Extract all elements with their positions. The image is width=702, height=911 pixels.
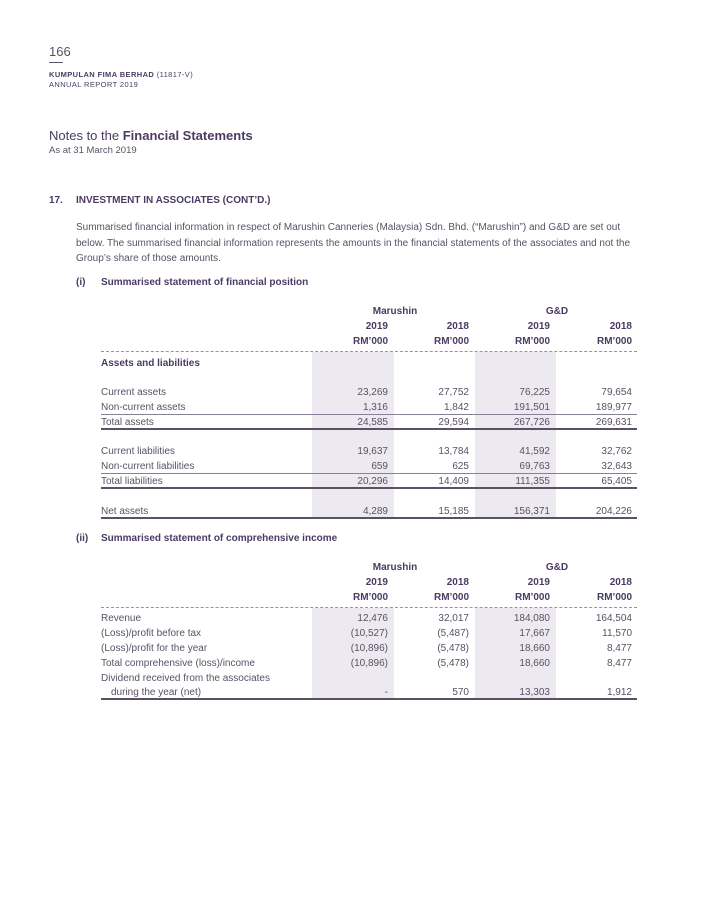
table-cell: 204,226 [595,506,632,517]
table-row-label: Revenue [101,613,142,624]
company-registration: (11817-V) [156,70,194,79]
shaded-column [312,352,394,519]
column-unit: RM’000 [514,336,550,347]
table-row-label: Current assets [101,387,167,398]
table-cell: (5,478) [437,643,469,654]
table-cell: 27,752 [438,387,469,398]
table-cell: 24,585 [357,417,388,428]
table-cell: (10,527) [350,628,388,639]
table-cell: 13,303 [519,687,550,698]
column-unit: RM’000 [433,592,469,603]
table-row-label: Total comprehensive (loss)/income [101,658,255,669]
table-cell: 32,762 [601,446,632,457]
table-cell: 111,355 [515,476,550,487]
table-cell: 12,476 [357,613,388,624]
column-year: 2019 [527,577,550,588]
header-divider [101,351,637,352]
column-year: 2018 [609,321,632,332]
total-rule [101,517,637,519]
table-cell: 17,667 [519,628,550,639]
page-subtitle-date: As at 31 March 2019 [49,145,137,156]
column-year: 2018 [446,321,469,332]
column-year: 2019 [365,321,388,332]
table-cell: 32,017 [438,613,469,624]
table-cell: 8,477 [606,643,632,654]
table-cell: 570 [452,687,469,698]
page-number: 166 [49,44,71,59]
table-cell: 1,912 [606,687,632,698]
table-cell: 11,570 [602,628,632,639]
table-cell: 15,185 [438,506,469,517]
header-divider [101,607,637,608]
column-unit: RM’000 [514,592,550,603]
table-cell: 65,405 [601,476,632,487]
table-row-label: Non-current liabilities [101,461,195,472]
table-cell: 41,592 [519,446,550,457]
column-year: 2018 [446,577,469,588]
column-year: 2019 [365,577,388,588]
table-cell: 191,501 [513,402,550,413]
column-group-marushin: Marushin [372,562,418,573]
table-cell: 79,654 [601,387,632,398]
section-number: 17. [49,195,63,206]
table-cell: 18,660 [519,658,550,669]
table-cell: 13,784 [438,446,469,457]
table-cell: 23,269 [357,387,388,398]
table-row-label: (Loss)/profit for the year [101,643,208,654]
table-cell: 18,660 [519,643,550,654]
column-unit: RM’000 [352,336,388,347]
table-row-label: Non-current assets [101,402,186,413]
page-title [49,128,253,143]
table-cell: 69,763 [519,461,550,472]
column-unit: RM’000 [433,336,469,347]
table-row-label: (Loss)/profit before tax [101,628,202,639]
subtotal-rule [101,414,637,415]
table-cell: (10,896) [350,658,388,669]
table-number: (i) [76,277,86,288]
table-cell: - [384,687,388,698]
column-year: 2019 [527,321,550,332]
table-cell: 8,477 [606,658,632,669]
table-cell: 156,371 [513,506,550,517]
table-cell: 659 [371,461,388,472]
table-row-label: Total liabilities [101,476,163,487]
table-section-heading: Assets and liabilities [101,358,200,369]
report-name: ANNUAL REPORT 2019 [49,80,139,89]
table-cell: 625 [452,461,469,472]
table-row-label: Dividend received from the associates [101,673,270,684]
company-name-text: KUMPULAN FIMA BERHAD [49,70,155,79]
column-unit: RM’000 [352,592,388,603]
table-cell: 29,594 [438,417,469,428]
section-title: INVESTMENT IN ASSOCIATES (CONT’D.) [76,195,271,206]
table-cell: 14,409 [438,476,469,487]
table-title: Summarised statement of comprehensive income [101,533,338,544]
shaded-column [475,352,556,519]
table-cell: 19,637 [357,446,388,457]
table-cell: 1,842 [443,402,469,413]
total-rule [101,428,637,430]
table-row-label: during the year (net) [111,687,202,698]
table-cell: 32,643 [601,461,632,472]
table-cell: (5,487) [437,628,469,639]
table-title: Summarised statement of financial position [101,277,309,288]
subtotal-rule [101,473,637,474]
page-number-rule [49,62,63,63]
company-name [49,70,193,79]
table-cell: 189,977 [595,402,632,413]
table-row-label: Total assets [101,417,154,428]
table-cell: 267,726 [513,417,550,428]
column-group-gd: G&D [545,562,569,573]
total-rule [101,698,637,700]
table-cell: 184,080 [513,613,550,624]
table-number: (ii) [76,533,89,544]
column-unit: RM’000 [596,592,632,603]
column-year: 2018 [609,577,632,588]
section-paragraph: Summarised financial information in respect of Marushin Canneries (Malaysia) Sdn. Bhd. (“Marushin”) and G&D are set out below. The summarised financial information represents the amounts in the financial statements of the associates and not the Group’s share of those amounts. [76,222,631,264]
table-cell: 76,225 [519,387,550,398]
table-cell: 164,504 [595,613,632,624]
column-unit: RM’000 [596,336,632,347]
table-cell: 20,296 [357,476,388,487]
column-group-gd: G&D [545,306,569,317]
table-cell: 4,289 [362,506,388,517]
table-row-label: Current liabilities [101,446,175,457]
page-title-bold: Financial Statements [122,128,253,143]
table-cell: (5,478) [437,658,469,669]
table-cell: (10,896) [350,643,388,654]
page-title-prefix: Notes to the [49,128,123,143]
table-cell: 269,631 [595,417,632,428]
table-row-label: Net assets [101,506,149,517]
column-group-marushin: Marushin [372,306,418,317]
table-cell: 1,316 [362,402,388,413]
total-rule [101,487,637,489]
